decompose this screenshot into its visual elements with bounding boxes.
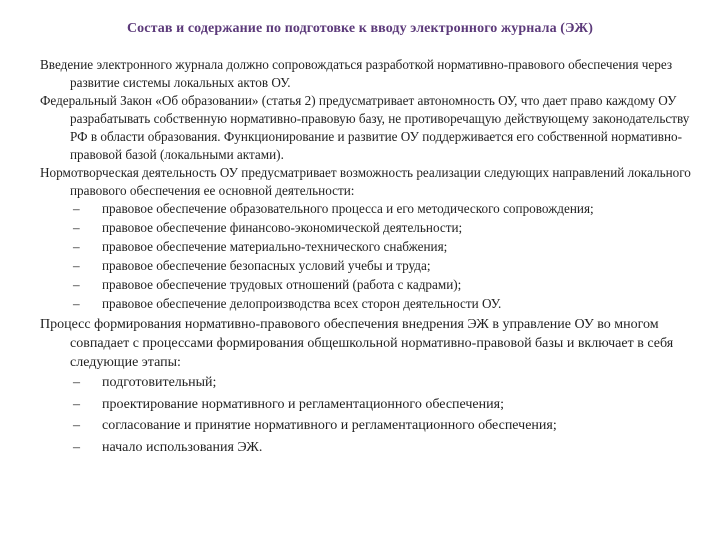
dash-bullet: – bbox=[73, 439, 80, 455]
list-item-text: правовое обеспечение трудовых отношений (работа с кадрами); bbox=[102, 276, 462, 292]
paragraph-federal-law: Федеральный Закон «Об образовании» (статья 2) предусматривает автономность ОУ, что дает право каждому ОУ разрабатывать собственную нормативно-правовую базу, не противоречащую действующему законодательству РФ в области образования. Функционирование и развитие ОУ поддерживается его собственной нормативно-правовой базой (локальными актами). bbox=[40, 93, 690, 162]
slide-body bbox=[40, 56, 700, 458]
list-item-text: правовое обеспечение делопроизводства всех сторон деятельности ОУ. bbox=[102, 295, 502, 311]
dash-bullet: – bbox=[73, 396, 80, 412]
list-item-text: согласование и принятие нормативного и регламентационного обеспечения; bbox=[102, 418, 557, 434]
paragraph-norm-activity: Нормотворческая деятельность ОУ предусматривает возможность реализации следующих направлений локального правового обеспечения ее основной деятельности: bbox=[40, 165, 691, 198]
slide-title: Состав и содержание по подготовке к вводу электронного журнала (ЭЖ) bbox=[126, 21, 594, 36]
list-item bbox=[40, 200, 700, 219]
list-item bbox=[40, 372, 700, 394]
list-item bbox=[40, 257, 700, 276]
paragraph-intro: Введение электронного журнала должно сопровождаться разработкой нормативно-правового обеспечения через развитие системы локальных актов ОУ. bbox=[40, 57, 673, 90]
list-item-text: начало использования ЭЖ. bbox=[102, 439, 263, 455]
list-item-text: правовое обеспечение образовательного процесса и его методического сопровождения; bbox=[102, 201, 594, 216]
list-item-text: правовое обеспечение материально-технического снабжения; bbox=[102, 238, 448, 254]
dash-bullet: – bbox=[73, 219, 80, 235]
list-item-text: подготовительный; bbox=[102, 375, 217, 391]
dash-bullet: – bbox=[73, 257, 80, 273]
dash-bullet: – bbox=[73, 418, 80, 434]
list-item-text: правовое обеспечение безопасных условий учебы и труда; bbox=[102, 257, 431, 273]
list-item bbox=[40, 415, 700, 437]
list-item-text: проектирование нормативного и регламентационного обеспечения; bbox=[102, 396, 504, 412]
list-item bbox=[40, 295, 700, 314]
list-item bbox=[40, 276, 700, 295]
dash-bullet: – bbox=[73, 276, 80, 292]
list-item bbox=[40, 437, 700, 459]
stages-list bbox=[40, 372, 700, 458]
paragraph-process: Процесс формирования нормативно-правового обеспечения внедрения ЭЖ в управление ОУ во многом совпадает с процессами формирования общешкольной нормативно-правовой базы и включает в себя следующие этапы: bbox=[40, 317, 674, 371]
list-item bbox=[40, 219, 700, 238]
dash-bullet: – bbox=[73, 238, 80, 254]
directions-list bbox=[40, 200, 700, 313]
list-item bbox=[40, 238, 700, 257]
list-item bbox=[40, 394, 700, 416]
dash-bullet: – bbox=[73, 375, 80, 391]
dash-bullet: – bbox=[73, 201, 80, 216]
list-item-text: правовое обеспечение финансово-экономической деятельности; bbox=[102, 219, 463, 235]
dash-bullet: – bbox=[73, 295, 80, 311]
